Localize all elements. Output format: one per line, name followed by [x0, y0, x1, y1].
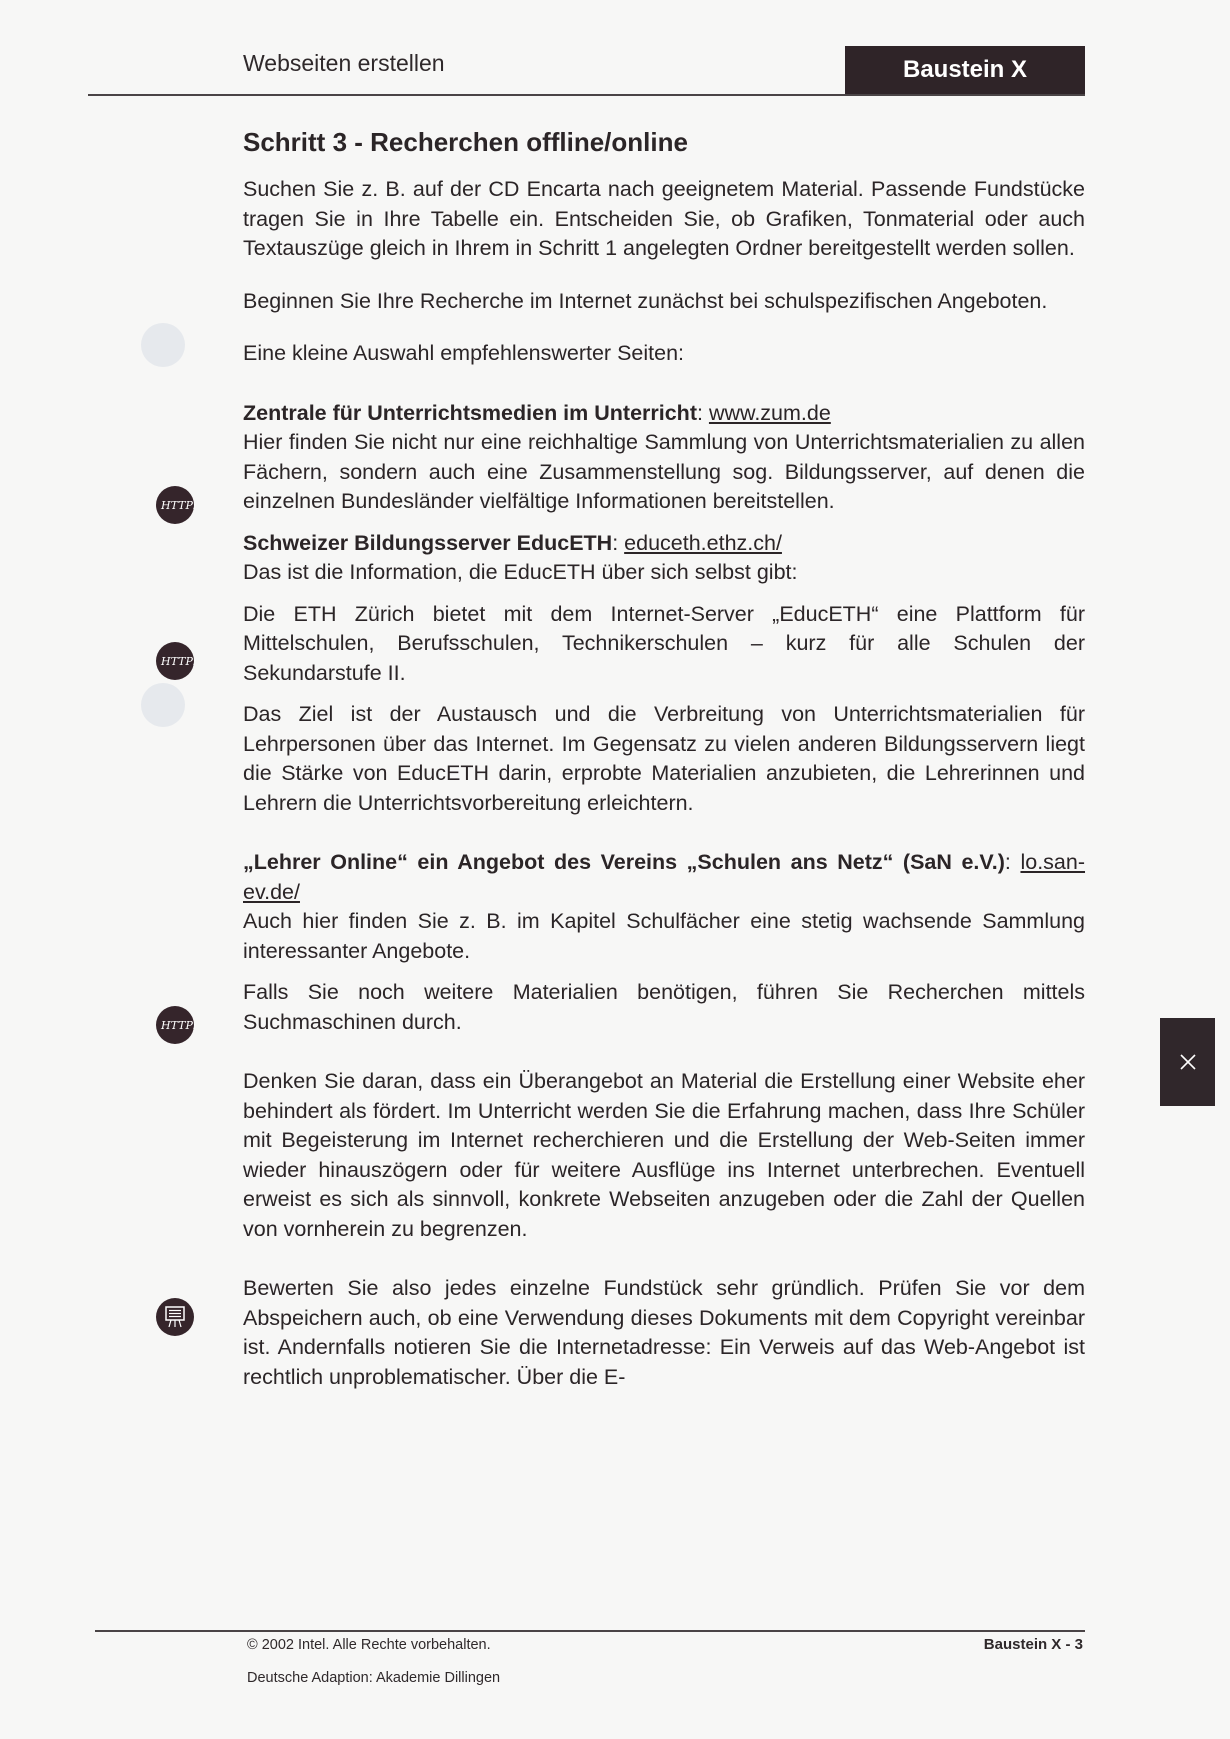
- footer-copyright: © 2002 Intel. Alle Rechte vorbehalten.: [247, 1637, 491, 1653]
- resource-description: Das ist die Information, die EducETH über sich selbst gibt:: [243, 560, 798, 584]
- resource-separator: :: [696, 400, 709, 425]
- module-badge: Baustein X: [845, 46, 1085, 94]
- resource-description: Hier finden Sie nicht nur eine reichhaltige Sammlung von Unterrichtsmaterialien zu allen Fächern, sondern auch eine Zusammenstellung sog. Bildungsserver, auf denen die einzelnen Bundesländer vielfältige Informationen bereitstellen.: [243, 430, 1085, 513]
- resource-item: [243, 848, 1085, 966]
- list-intro: Eine kleine Auswahl empfehlenswerter Seiten:: [243, 341, 685, 365]
- resource-title-line: [243, 848, 1085, 907]
- http-icon: [156, 642, 197, 680]
- resource-item: [243, 399, 1085, 517]
- resource-separator: :: [1004, 850, 1021, 874]
- teacher-note: Denken Sie daran, dass ein Überangebot an Material die Erstellung einer Website eher behindert als fördert. Im Unterricht werden Sie die Erfahrung machen, dass Ihre Schüler mit Begeisterung im Internet recherchieren und die Erstellung der Web-Seiten immer wieder hinauszögern oder für weitere Ausflüge ins Internet unterbrechen. Eventuell erweist es sich als sinnvoll, konkrete Webseiten anzugeben oder die Zahl der Quellen von vornherein zu begrenzen.: [243, 1069, 1085, 1241]
- http-icon: [156, 486, 197, 524]
- resource-item: [243, 529, 1085, 819]
- resource-title-line: [243, 399, 1085, 429]
- header-divider: [88, 94, 1085, 96]
- intro-paragraph: Beginnen Sie Ihre Recherche im Internet zunächst bei schulspezifischen Angeboten.: [243, 288, 1048, 313]
- resource-name: Zentrale für Unterrichtsmedien im Unterricht: [243, 400, 697, 425]
- resource-quote: Das Ziel ist der Austausch und die Verbreitung von Unterrichtsmaterialien für Lehrpersonen über das Internet. Im Gegensatz zu vielen anderen Bildungsservern liegt die Stärke von EducETH darin, erprobte Materialien anzubieten, die Lehrerinnen und Lehrern die Unterrichtsvorbereitung erleichtern.: [243, 702, 1085, 815]
- side-tab-x: [1160, 1018, 1215, 1106]
- bleed-through-circle: [141, 683, 185, 727]
- search-engines-paragraph: Falls Sie noch weitere Materialien benötigen, führen Sie Recherchen mittels Suchmaschinen durch.: [243, 980, 1085, 1034]
- main-content: [243, 125, 1085, 1392]
- svg-text:HTTP:: HTTP:: [161, 1019, 197, 1032]
- svg-text:HTTP:: HTTP:: [161, 655, 197, 668]
- header-title: Webseiten erstellen: [243, 50, 445, 76]
- resource-name: „Lehrer Online“ ein Angebot des Vereins „Schulen ans Netz“ (SaN e.V.): [243, 850, 1005, 874]
- resource-link[interactable]: www.zum.de: [708, 400, 831, 425]
- resource-quote: Die ETH Zürich bietet mit dem Internet-Server „EducETH“ eine Plattform für Mittelschulen, Berufsschulen, Technikerschulen – kurz für alle Schulen der Sekundarstufe II.: [243, 601, 1085, 685]
- footer-adaption: Deutsche Adaption: Akademie Dillingen: [247, 1670, 501, 1686]
- resource-title-line: [243, 529, 1085, 559]
- resource-description: Auch hier finden Sie z. B. im Kapitel Schulfächer eine stetig wachsende Sammlung interessanter Angebote.: [243, 909, 1085, 963]
- footer-page-number: Baustein X - 3: [983, 1636, 1083, 1653]
- resource-separator: :: [612, 530, 625, 555]
- bleed-through-circle: [141, 323, 185, 367]
- resource-link[interactable]: educeth.ethz.ch/: [624, 530, 782, 555]
- http-icon: [156, 1006, 197, 1044]
- footer-divider: [95, 1630, 1085, 1632]
- resource-link[interactable]: lo.san-ev.de/: [243, 850, 1086, 904]
- section-heading: Schritt 3 - Recherchen offline/online: [243, 127, 688, 157]
- svg-text:HTTP:: HTTP:: [161, 499, 197, 512]
- evaluation-paragraph: Bewerten Sie also jedes einzelne Fundstück sehr gründlich. Prüfen Sie vor dem Abspeichern auch, ob eine Verwendung dieses Dokuments mit dem Copyright vereinbar ist. Andernfalls notieren Sie die Internetadresse: Ein Verweis auf das Web-Angebot ist rechtlich unproblematischer. Über die E-: [243, 1276, 1085, 1389]
- presentation-board-icon: [156, 1298, 194, 1336]
- intro-paragraph: Suchen Sie z. B. auf der CD Encarta nach geeignetem Material. Passende Fundstücke tragen Sie in Ihre Tabelle ein. Entscheiden Sie, ob Grafiken, Tonmaterial oder auch Textauszüge gleich in Ihrem in Schritt 1 angelegten Ordner bereitgestellt werden sollen.: [243, 177, 1085, 260]
- resource-name: Schweizer Bildungsserver EducETH: [243, 530, 613, 555]
- x-mark-icon: [1178, 1052, 1198, 1072]
